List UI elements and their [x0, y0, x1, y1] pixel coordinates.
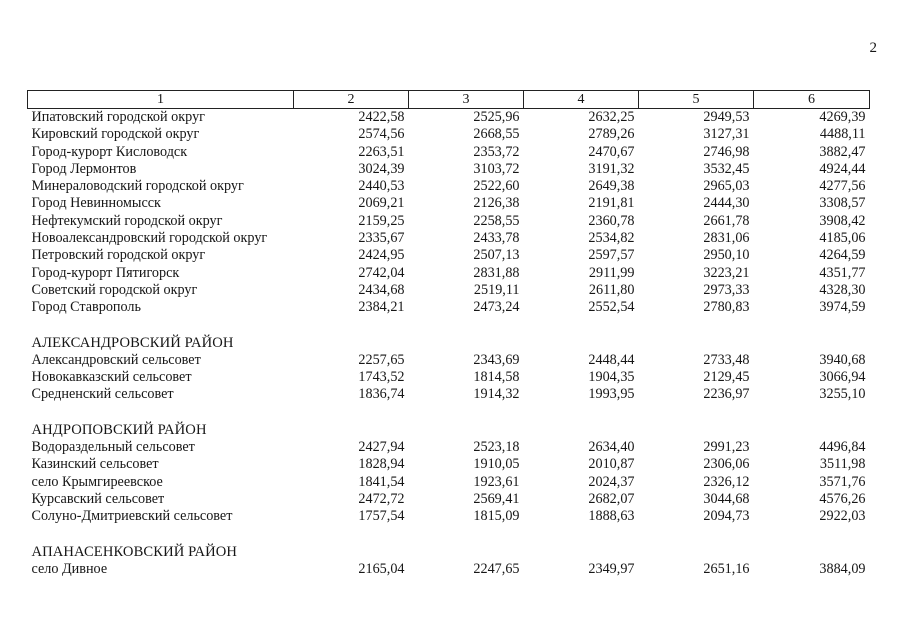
- value-cell: 1888,63: [588, 508, 635, 525]
- value-cell: 2831,06: [703, 230, 750, 247]
- value-cell: 2597,57: [588, 247, 635, 264]
- value-cell: 2257,65: [358, 351, 405, 368]
- value-cell: 2682,07: [588, 490, 635, 507]
- value-cell: 2424,95: [358, 247, 405, 264]
- row-name: Новоалександровский городской округ: [31, 230, 268, 247]
- row-name: Водораздельный сельсовет: [31, 439, 195, 456]
- value-cell: 2973,33: [703, 281, 750, 298]
- value-cell: 2129,45: [703, 369, 750, 386]
- value-cell: 1828,94: [358, 456, 405, 473]
- value-cell: 2574,56: [358, 126, 405, 143]
- table-row: [28, 126, 870, 143]
- value-cell: 3127,31: [703, 126, 750, 143]
- value-cell: 2611,80: [588, 281, 635, 298]
- value-cell: 3571,76: [819, 473, 866, 490]
- value-cell: 2024,37: [588, 473, 635, 490]
- value-cell: 3908,42: [819, 212, 866, 229]
- table-row: [28, 195, 870, 212]
- value-cell: 3882,47: [819, 143, 866, 160]
- data-table: [27, 90, 870, 578]
- value-cell: 4269,39: [819, 109, 866, 125]
- table-row: [28, 144, 870, 161]
- value-cell: 2422,58: [358, 109, 405, 125]
- value-cell: 2742,04: [358, 264, 405, 281]
- column-header: 1: [28, 91, 294, 109]
- value-cell: 2632,25: [588, 109, 635, 125]
- value-cell: 2306,06: [703, 456, 750, 473]
- section-title: АЛЕКСАНДРОВСКИЙ РАЙОН: [31, 334, 234, 351]
- value-cell: 2473,24: [473, 299, 520, 316]
- value-cell: 2349,97: [588, 560, 635, 577]
- value-cell: 2733,48: [703, 351, 750, 368]
- section-header-row: [28, 543, 870, 561]
- table-row: [28, 265, 870, 282]
- table-row: [28, 213, 870, 230]
- value-cell: 2525,96: [473, 109, 520, 125]
- value-cell: 2094,73: [703, 508, 750, 525]
- table-row: [28, 456, 870, 473]
- value-cell: 4496,84: [819, 439, 866, 456]
- value-cell: 2440,53: [358, 178, 405, 195]
- row-name: Нефтекумский городской округ: [31, 212, 223, 229]
- value-cell: 4264,59: [819, 247, 866, 264]
- value-cell: 3191,32: [588, 160, 635, 177]
- value-cell: 3884,09: [819, 560, 866, 577]
- table-row: [28, 439, 870, 456]
- value-cell: 2746,98: [703, 143, 750, 160]
- row-name: Минераловодский городской округ: [31, 178, 244, 195]
- value-cell: 2191,81: [588, 195, 635, 212]
- value-cell: 2247,65: [473, 560, 520, 577]
- value-cell: 2950,10: [703, 247, 750, 264]
- value-cell: 2991,23: [703, 439, 750, 456]
- value-cell: 2523,18: [473, 439, 520, 456]
- table-header: [28, 91, 870, 109]
- table-row: [28, 474, 870, 491]
- value-cell: 2258,55: [473, 212, 520, 229]
- value-cell: 2236,97: [703, 386, 750, 403]
- value-cell: 2159,25: [358, 212, 405, 229]
- spacer-row: [28, 317, 870, 334]
- value-cell: 1757,54: [358, 508, 405, 525]
- column-header: 4: [524, 91, 639, 109]
- value-cell: 2949,53: [703, 109, 750, 125]
- value-cell: 2384,21: [358, 299, 405, 316]
- value-cell: 3066,94: [819, 369, 866, 386]
- section-title: АПАНАСЕНКОВСКИЙ РАЙОН: [31, 543, 237, 560]
- table-row: [28, 247, 870, 264]
- value-cell: 2789,26: [588, 126, 635, 143]
- header-row: [28, 91, 870, 109]
- value-cell: 2126,38: [473, 195, 520, 212]
- page-number: 2: [869, 40, 877, 56]
- value-cell: 2343,69: [473, 351, 520, 368]
- row-name: Ипатовский городской округ: [31, 109, 205, 125]
- value-cell: 3255,10: [819, 386, 866, 403]
- value-cell: 2661,78: [703, 212, 750, 229]
- value-cell: 1993,95: [588, 386, 635, 403]
- value-cell: 1743,52: [358, 369, 405, 386]
- value-cell: 1904,35: [588, 369, 635, 386]
- value-cell: 3511,98: [819, 456, 866, 473]
- row-name: Петровский городской округ: [31, 247, 206, 264]
- spacer-cell: [28, 526, 870, 543]
- value-cell: 2534,82: [588, 230, 635, 247]
- value-cell: 2522,60: [473, 178, 520, 195]
- value-cell: 3223,21: [703, 264, 750, 281]
- value-cell: 4185,06: [819, 230, 866, 247]
- value-cell: 1910,05: [473, 456, 520, 473]
- table-body: [28, 109, 870, 579]
- value-cell: 2263,51: [358, 143, 405, 160]
- value-cell: 4488,11: [819, 126, 866, 143]
- value-cell: 1841,54: [358, 473, 405, 490]
- value-cell: 2427,94: [358, 439, 405, 456]
- row-name: Город-курорт Кисловодск: [31, 143, 188, 160]
- value-cell: 2444,30: [703, 195, 750, 212]
- value-cell: 2552,54: [588, 299, 635, 316]
- row-name: Курсавский сельсовет: [31, 490, 165, 507]
- row-name: Город-курорт Пятигорск: [31, 264, 180, 281]
- value-cell: 3974,59: [819, 299, 866, 316]
- column-header: 2: [294, 91, 409, 109]
- value-cell: 2069,21: [358, 195, 405, 212]
- value-cell: 4351,77: [819, 264, 866, 281]
- spacer-cell: [28, 317, 870, 334]
- value-cell: 2433,78: [473, 230, 520, 247]
- table-row: [28, 178, 870, 195]
- spacer-cell: [28, 404, 870, 421]
- value-cell: 1914,32: [473, 386, 520, 403]
- value-cell: 2448,44: [588, 351, 635, 368]
- value-cell: 1836,74: [358, 386, 405, 403]
- table-row: [28, 508, 870, 525]
- value-cell: 2010,87: [588, 456, 635, 473]
- row-name: Солуно-Дмитриевский сельсовет: [31, 508, 233, 525]
- table-row: [28, 109, 870, 127]
- section-header-row: [28, 334, 870, 352]
- value-cell: 2780,83: [703, 299, 750, 316]
- value-cell: 2651,16: [703, 560, 750, 577]
- value-cell: 2831,88: [473, 264, 520, 281]
- value-cell: 4328,30: [819, 281, 866, 298]
- value-cell: 1814,58: [473, 369, 520, 386]
- row-name: Советский городской округ: [31, 281, 198, 298]
- table-row: [28, 561, 870, 578]
- value-cell: 2472,72: [358, 490, 405, 507]
- value-cell: 3940,68: [819, 351, 866, 368]
- row-name: Город Невинномысск: [31, 195, 161, 212]
- value-cell: 2634,40: [588, 439, 635, 456]
- value-cell: 2165,04: [358, 560, 405, 577]
- row-name: село Крымгиреевское: [31, 473, 163, 490]
- value-cell: 3532,45: [703, 160, 750, 177]
- column-header: 3: [409, 91, 524, 109]
- value-cell: 2649,38: [588, 178, 635, 195]
- value-cell: 2922,03: [819, 508, 866, 525]
- row-name: Средненский сельсовет: [31, 386, 174, 403]
- value-cell: 1923,61: [473, 473, 520, 490]
- value-cell: 2353,72: [473, 143, 520, 160]
- row-name: Город Ставрополь: [31, 299, 141, 316]
- table-row: [28, 282, 870, 299]
- value-cell: 4924,44: [819, 160, 866, 177]
- value-cell: 3103,72: [473, 160, 520, 177]
- value-cell: 2507,13: [473, 247, 520, 264]
- row-name: Новокавказский сельсовет: [31, 369, 192, 386]
- value-cell: 3308,57: [819, 195, 866, 212]
- table-row: [28, 369, 870, 386]
- value-cell: 2519,11: [473, 281, 520, 298]
- column-header: 6: [754, 91, 870, 109]
- value-cell: 3044,68: [703, 490, 750, 507]
- value-cell: 3024,39: [358, 160, 405, 177]
- value-cell: 2335,67: [358, 230, 405, 247]
- row-name: Город Лермонтов: [31, 160, 137, 177]
- row-name: село Дивное: [31, 560, 108, 577]
- value-cell: 1815,09: [473, 508, 520, 525]
- table-row: [28, 299, 870, 316]
- row-name: Кировский городской округ: [31, 126, 200, 143]
- value-cell: 2326,12: [703, 473, 750, 490]
- table-row: [28, 491, 870, 508]
- value-cell: 2911,99: [588, 264, 635, 281]
- spacer-row: [28, 526, 870, 543]
- table-row: [28, 161, 870, 178]
- table-row: [28, 230, 870, 247]
- value-cell: 2470,67: [588, 143, 635, 160]
- section-title: АНДРОПОВСКИЙ РАЙОН: [31, 421, 207, 438]
- value-cell: 2965,03: [703, 178, 750, 195]
- row-name: Казинский сельсовет: [31, 456, 159, 473]
- value-cell: 2434,68: [358, 281, 405, 298]
- column-header: 5: [639, 91, 754, 109]
- row-name: Александровский сельсовет: [31, 351, 201, 368]
- value-cell: 4277,56: [819, 178, 866, 195]
- table-row: [28, 352, 870, 369]
- value-cell: 2360,78: [588, 212, 635, 229]
- value-cell: 2668,55: [473, 126, 520, 143]
- spacer-row: [28, 404, 870, 421]
- value-cell: 4576,26: [819, 490, 866, 507]
- table-row: [28, 386, 870, 403]
- value-cell: 2569,41: [473, 490, 520, 507]
- section-header-row: [28, 421, 870, 439]
